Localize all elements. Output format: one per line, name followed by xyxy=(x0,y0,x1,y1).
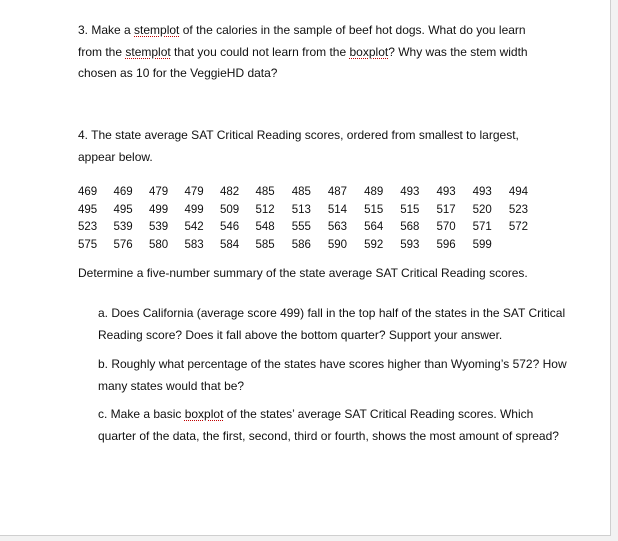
score-cell: 513 xyxy=(291,203,311,216)
score-cell: 479 xyxy=(184,186,204,198)
scores-row xyxy=(78,184,545,202)
score-cell: 485 xyxy=(291,186,311,198)
score-cell: 499 xyxy=(149,203,169,216)
score-cell: 572 xyxy=(508,221,528,233)
score-cell: 585 xyxy=(255,238,275,251)
score-cell: 514 xyxy=(327,203,348,216)
score-cell: 564 xyxy=(364,221,384,233)
score-cell: 576 xyxy=(113,238,133,251)
qc-text-1: c. Make a basic xyxy=(98,407,185,421)
scores-table xyxy=(78,184,545,254)
score-cell: 485 xyxy=(255,186,275,198)
score-cell: 493 xyxy=(400,186,420,198)
scores-row xyxy=(78,219,545,237)
q3-text-1: 3. Make a xyxy=(78,23,135,37)
q3-spell-stemplot-2: stemplot xyxy=(125,44,171,59)
score-cell: 523 xyxy=(508,203,528,216)
score-cell: 512 xyxy=(255,203,275,216)
q3-spell-boxplot: boxplot xyxy=(349,44,389,59)
q3-text-4: ? Why was the stem width chosen as 10 for the VeggieHD data? xyxy=(78,44,528,80)
score-cell: 495 xyxy=(78,203,98,216)
score-cell: 469 xyxy=(78,186,98,198)
score-cell: 493 xyxy=(436,186,456,198)
q3-text-3: that you could not learn from the xyxy=(170,44,350,59)
score-cell: 592 xyxy=(364,238,384,251)
score-cell: 546 xyxy=(220,221,240,233)
score-cell: 580 xyxy=(149,238,169,251)
qc-spell-boxplot: boxplot xyxy=(184,407,224,421)
score-cell: 520 xyxy=(472,203,492,216)
score-cell: 570 xyxy=(436,221,456,233)
score-cell: 539 xyxy=(149,221,169,233)
score-cell: 590 xyxy=(327,238,348,251)
score-cell: 493 xyxy=(472,186,492,198)
score-cell: 596 xyxy=(436,238,456,251)
score-cell: 517 xyxy=(436,203,456,216)
score-cell: 548 xyxy=(255,221,275,233)
question-4a: a. Does California (average score 499) fall in the top half of the states in the SAT Critical Reading score? Does it fall above the bottom quarter? Support your answer. xyxy=(98,306,566,342)
score-cell: 494 xyxy=(508,186,528,198)
score-cell: 487 xyxy=(327,186,348,198)
qc-text-2: of the states’ average SAT Critical Reading scores. Which quarter of the data, the first, second, third or fourth, shows the most amount of spread? xyxy=(98,407,559,443)
score-cell: 599 xyxy=(472,238,492,251)
score-cell: 539 xyxy=(113,221,133,233)
q3-spell-stemplot-1: stemplot xyxy=(134,23,180,37)
score-cell: 499 xyxy=(184,203,204,216)
question-4c xyxy=(98,404,568,447)
score-cell: 555 xyxy=(291,221,311,233)
score-cell: 593 xyxy=(400,238,420,251)
score-cell: 575 xyxy=(78,238,98,251)
score-cell: 469 xyxy=(113,186,133,198)
score-cell: 489 xyxy=(364,186,384,198)
score-cell: 479 xyxy=(149,186,169,198)
score-cell: 568 xyxy=(400,221,420,233)
q3-text-2: of the calories in the sample of beef hot dogs. What do you learn from the xyxy=(78,23,526,59)
score-cell: 542 xyxy=(184,221,204,233)
score-cell: 571 xyxy=(472,221,492,233)
score-cell: 495 xyxy=(113,203,133,216)
score-cell: 515 xyxy=(364,203,384,216)
score-cell: 523 xyxy=(78,221,98,233)
scores-row xyxy=(78,202,545,220)
score-cell: 509 xyxy=(220,203,240,216)
score-cell: 515 xyxy=(400,203,420,216)
scores-row xyxy=(78,237,545,255)
five-number-summary-instruction: Determine a five-number summary of the state average SAT Critical Reading scores. xyxy=(78,266,528,280)
score-cell: 584 xyxy=(220,238,240,251)
score-cell: 586 xyxy=(291,238,311,251)
score-cell: 482 xyxy=(220,186,240,198)
question-4: 4. The state average SAT Critical Reading scores, ordered from smallest to largest, appear below. xyxy=(78,128,519,164)
question-3 xyxy=(78,20,548,85)
score-cell: 563 xyxy=(327,221,348,233)
question-4b: b. Roughly what percentage of the states have scores higher than Wyoming’s 572? How many states would that be? xyxy=(98,357,567,393)
score-cell: 583 xyxy=(184,238,204,251)
